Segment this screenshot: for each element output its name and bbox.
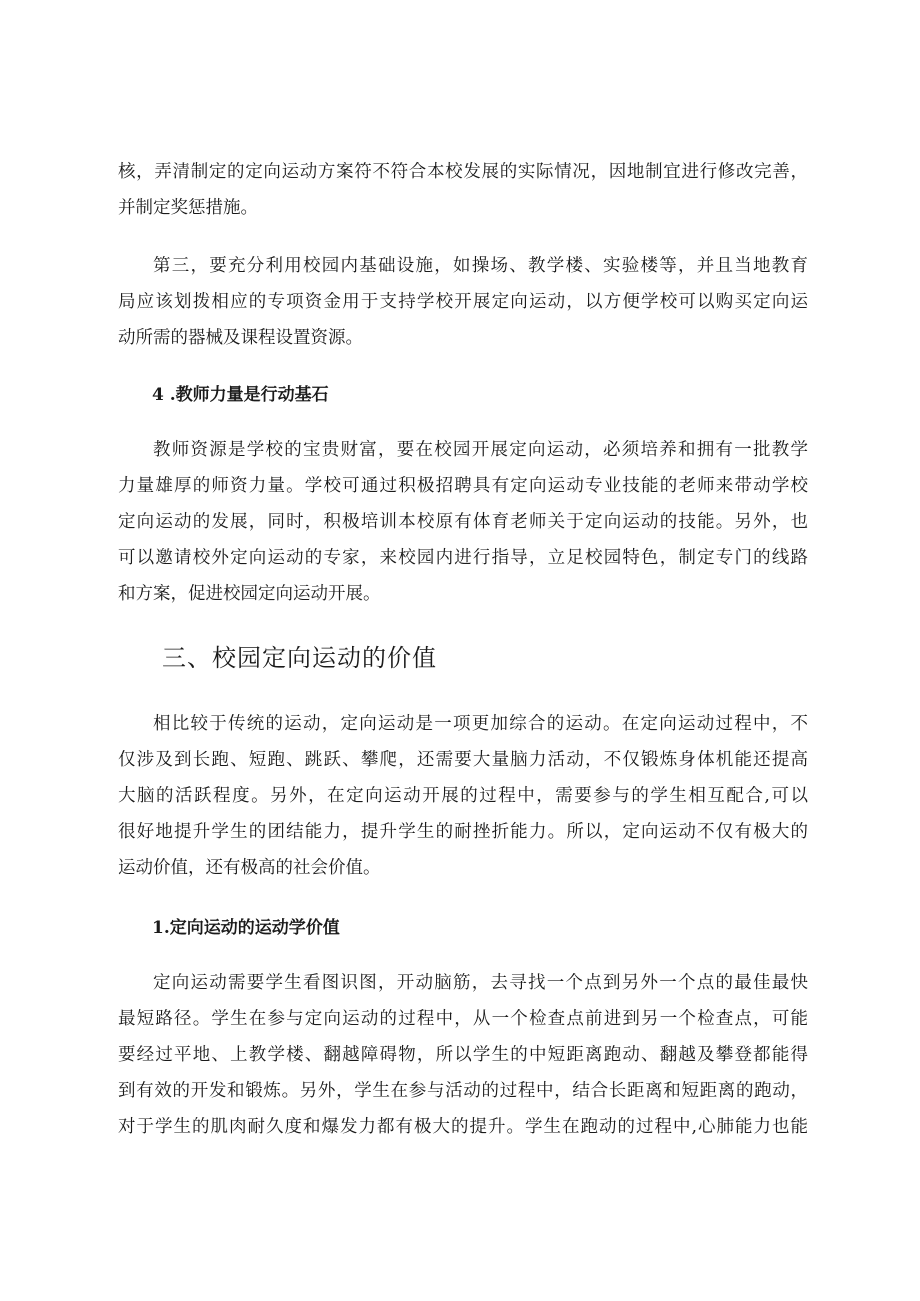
text-line: 局应该划拨相应的专项资金用于支持学校开展定向运动，以方便学校可以购买定向运 — [118, 292, 808, 312]
text-line: 教师资源是学校的宝贵财富，要在校园开展定向运动，必须培养和拥有一批教学 — [153, 440, 808, 460]
text-line: 并制定奖惩措施。 — [118, 198, 258, 218]
text-line: 第三，要充分利用校园内基础设施，如操场、教学楼、实验楼等，并且当地教育 — [153, 256, 808, 276]
text-line: 和方案，促进校园定向运动开展。 — [118, 584, 381, 604]
subheading-teacher-strength: 4 .教师力量是行动基石 — [152, 385, 329, 405]
paragraph-plan-review — [118, 154, 808, 226]
text-line: 可以邀请校外定向运动的专家，来校园内进行指导，立足校园特色，制定专门的线路 — [118, 548, 808, 568]
text-line: 到有效的开发和锻炼。另外，学生在参与活动的过程中，结合长距离和短距离的跑动， — [118, 1081, 808, 1101]
text-line: 很好地提升学生的团结能力，提升学生的耐挫折能力。所以，定向运动不仅有极大的 — [118, 822, 808, 842]
text-line: 定向运动需要学生看图识图，开动脑筋，去寻找一个点到另外一个点的最佳最快 — [153, 973, 808, 993]
text-line: 最短路径。学生在参与定向运动的过程中，从一个检查点前进到另一个检查点，可能 — [118, 1009, 808, 1029]
paragraph-comprehensive-sport — [118, 706, 808, 886]
text-line: 相比较于传统的运动，定向运动是一项更加综合的运动。在定向运动过程中，不 — [153, 714, 808, 734]
text-line: 运动价值，还有极高的社会价值。 — [118, 858, 381, 878]
paragraph-kinesiology — [118, 965, 808, 1145]
text-line: 仅涉及到长跑、短跑、跳跃、攀爬，还需要大量脑力活动，不仅锻炼身体机能还提高 — [118, 750, 808, 770]
text-line: 动所需的器械及课程设置资源。 — [118, 328, 363, 348]
paragraph-teacher-resources — [118, 432, 808, 612]
subheading-kinesiology-value: 1.定向运动的运动学价值 — [152, 918, 340, 938]
text-line: 定向运动的发展，同时，积极培训本校原有体育老师关于定向运动的技能。另外，也 — [118, 512, 808, 532]
text-line: 力量雄厚的师资力量。学校可通过积极招聘具有定向运动专业技能的老师来带动学校 — [118, 476, 808, 496]
paragraph-facilities — [118, 248, 808, 356]
text-line: 对于学生的肌肉耐久度和爆发力都有极大的提升。学生在跑动的过程中,心肺能力也能 — [118, 1117, 808, 1137]
text-line: 大脑的活跃程度。另外，在定向运动开展的过程中，需要参与的学生相互配合,可以 — [118, 786, 808, 806]
text-line: 核，弄清制定的定向运动方案符不符合本校发展的实际情况，因地制宜进行修改完善， — [118, 162, 808, 182]
section-heading-value: 三、校园定向运动的价值 — [162, 644, 437, 672]
text-line: 要经过平地、上教学楼、翻越障碍物，所以学生的中短距离跑动、翻越及攀登都能得 — [118, 1045, 808, 1065]
